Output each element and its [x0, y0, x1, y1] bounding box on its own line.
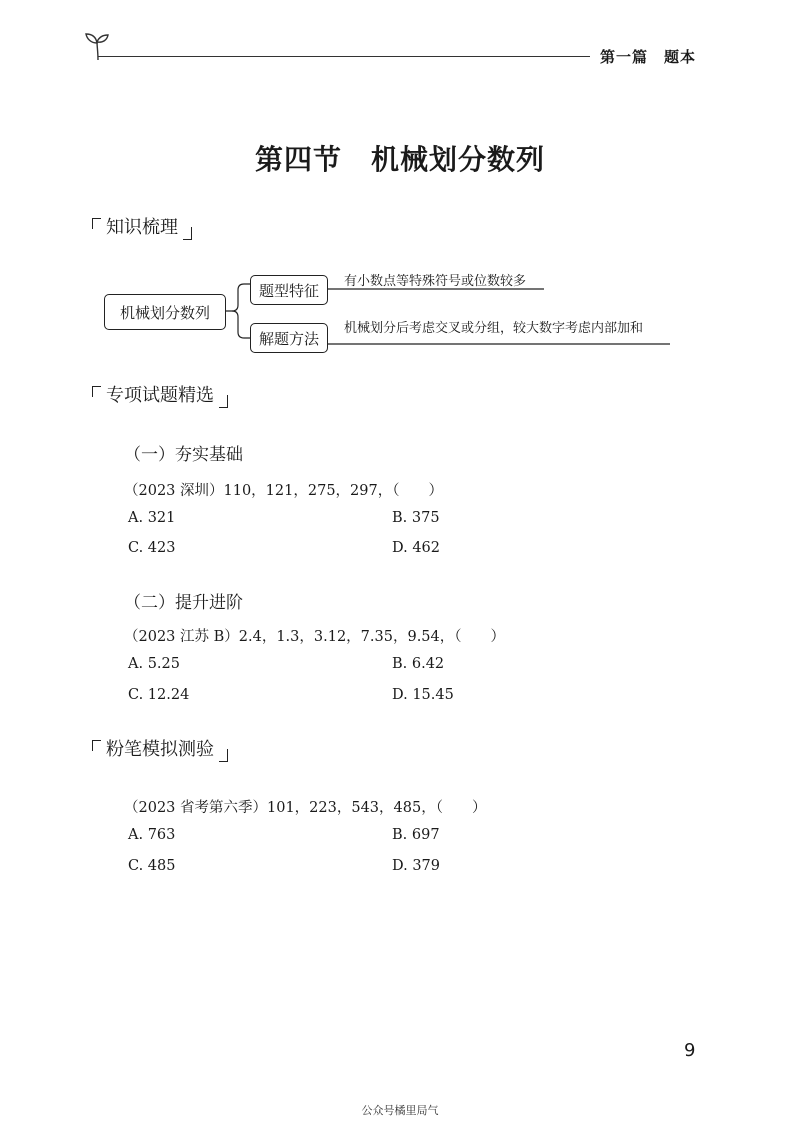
- mindmap-branch-2-text: 机械划分后考虑交叉或分组，较大数字考虑内部加和: [344, 321, 644, 336]
- bracket-open: [92, 740, 101, 751]
- page-title: 第四节 机械划分数列: [254, 143, 545, 176]
- option-a: A. 321: [128, 510, 176, 526]
- mindmap-branch-1-text: 有小数点等特殊符号或位数较多: [344, 274, 527, 289]
- header-rule: [98, 56, 590, 57]
- option-b: B. 697: [392, 827, 440, 843]
- section-heading-label: 知识梳理: [106, 217, 178, 238]
- section-heading-knowledge: [92, 216, 192, 240]
- section-heading-label: 粉笔模拟测验: [106, 739, 214, 760]
- section-heading-mock-test: [92, 738, 228, 762]
- mindmap: [104, 268, 684, 354]
- option-d: D. 15.45: [392, 687, 454, 703]
- option-b: B. 6.42: [392, 656, 445, 672]
- option-c: C. 12.24: [128, 687, 190, 703]
- option-a: A. 5.25: [128, 656, 180, 672]
- mindmap-branch-2: 解题方法: [250, 323, 328, 353]
- question-stem: （2023 省考第六季）101，223，543，485，（ ）: [124, 800, 487, 816]
- option-d: D. 379: [392, 858, 441, 874]
- question-stem: （2023 江苏 B）2.4，1.3，3.12，7.35，9.54，（ ）: [124, 629, 505, 645]
- chapter-label: 第一篇 题本: [600, 48, 697, 66]
- part-heading-basic: （一）夯实基础: [124, 445, 243, 465]
- option-c: C. 423: [128, 540, 176, 556]
- footer-watermark: 公众号橘里局气: [361, 1104, 439, 1117]
- part-heading-advanced: （二）提升进阶: [124, 593, 243, 613]
- option-d: D. 462: [392, 540, 441, 556]
- bracket-open: [92, 218, 101, 229]
- section-heading-selected: [92, 384, 228, 408]
- option-b: B. 375: [392, 510, 440, 526]
- sprout-icon: [84, 30, 110, 62]
- option-a: A. 763: [128, 827, 176, 843]
- mindmap-branch-1: 题型特征: [250, 275, 328, 305]
- bracket-close: [219, 749, 228, 762]
- bracket-close: [183, 227, 192, 240]
- bracket-close: [219, 395, 228, 408]
- page-number: 9: [684, 1040, 696, 1061]
- section-heading-label: 专项试题精选: [106, 385, 214, 406]
- mindmap-root: 机械划分数列: [104, 294, 226, 330]
- bracket-open: [92, 386, 101, 397]
- option-c: C. 485: [128, 858, 176, 874]
- question-stem: （2023 深圳）110，121，275，297，（ ）: [124, 483, 443, 499]
